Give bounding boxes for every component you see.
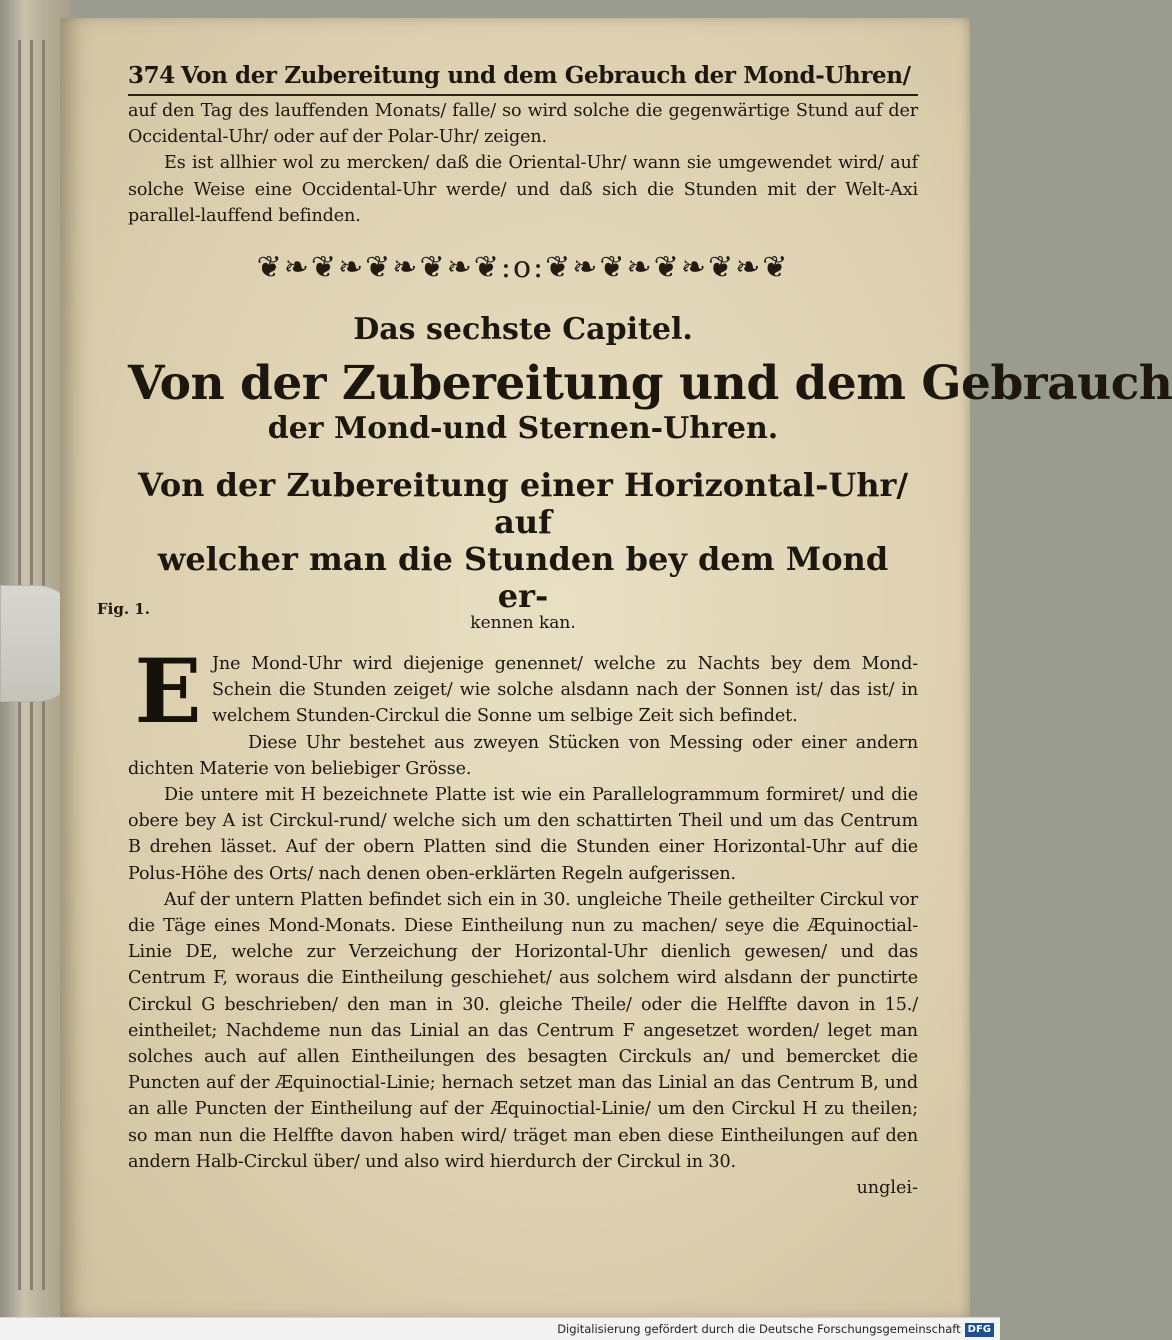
first-paragraph-text: Jne Mond-Uhr wird diejenige genennet/ welche zu Nachts bey dem Mond-Schein die Stunden zeiget/ wie solche alsdann nach der Sonnen ist/ das ist/ in welchem Stunden-Circkul die Sonne um selbige Zeit sich befindet.	[212, 654, 918, 727]
chapter-title-line2: der Mond-und Sternen-Uhren.	[267, 411, 779, 447]
digitization-footer	[0, 1317, 1000, 1340]
section-title-line2: welcher man die Stunden bey dem Mond er-	[157, 540, 889, 616]
drop-cap: E	[134, 639, 202, 744]
running-head-title: Von der Zubereitung und dem Gebrauch der Mond-Uhren/	[180, 62, 911, 89]
footer-credit: Digitalisierung gefördert durch die Deutsche Forschungsgemeinschaft	[557, 1322, 961, 1336]
section-title	[128, 467, 918, 615]
first-paragraph	[128, 639, 918, 744]
page-number: 374	[128, 62, 175, 89]
page-content	[128, 60, 1172, 1201]
paragraph: Es ist allhier wol zu mercken/ daß die Oriental-Uhr/ wann sie umgewendet wird/ auf solche Weise eine Occidental-Uhr werde/ und daß sich die Stunden mit der Welt-Axi parallel-lauffend befinden.	[128, 153, 918, 226]
continued-paragraph: auf den Tag des lauffenden Monats/ falle/ so wird solche die gegenwärtige Stund auf der Occidental-Uhr/ oder auf der Polar-Uhr/ zeigen.	[128, 101, 918, 148]
paragraph: Diese Uhr bestehet aus zweyen Stücken von Messing oder einer andern dichten Materie von beliebiger Grösse.	[128, 732, 918, 779]
dfg-logo: DFG	[965, 1323, 994, 1337]
section-title-line3: kennen kan.	[470, 613, 576, 634]
chapter-title: Von der Zubereitung und dem Gebrauch	[128, 356, 1172, 412]
ornamental-divider: ❦❧❦❧❦❧❦❧❦:o:❦❧❦❧❦❧❦❧❦	[256, 250, 790, 286]
chapter-number: Das sechste Capitel.	[353, 312, 693, 348]
paragraph: Die untere mit H bezeichnete Platte ist wie ein Parallelogrammum formiret/ und die obere bey A ist Circkul-rund/ welche sich um den schattirten Theil und um das Centrum B drehen lässet. Auf der obern Platten sind die Stunden einer Horizontal-Uhr auf die Polus-Höhe des Orts/ nach denen oben-erklärten Regeln aufgerissen.	[128, 785, 918, 884]
paragraph: Auf der untern Platten befindet sich ein in 30. ungleiche Theile getheilter Circkul vor die Täge eines Mond-Monats. Diese Eintheilung nun zu machen/ seye die Æquinoctial-Linie DE, welche zur Verzeichung der Horizontal-Uhr dienlich gewesen/ und das Centrum F, woraus die Eintheilung geschiehet/ aus solchem wird alsdann der punctirte Circkul G beschrieben/ den man in 30. gleiche Theile/ oder die Helffte davon in 15./ eintheilet; Nachdeme nun das Linial an das Centrum F angesetzet worden/ leget man solches auch auf allen Eintheilungen des besagten Circkuls an/ und bemercket die Puncten auf der Æquinoctial-Linie; hernach setzet man das Linial an das Centrum B, und an alle Puncten der Eintheilung auf der Æquinoctial-Linie/ um den Circkul H zu theilen; so man nun die Helffte davon haben wird/ träget man eben diese Eintheilungen auf den andern Halb-Circkul über/ und also wird hierdurch der Circkul in 30.	[128, 889, 918, 1172]
section-title-line1: Von der Zubereitung einer Horizontal-Uhr/ auf	[137, 466, 909, 542]
figure-label: Fig. 1.	[97, 600, 150, 618]
running-header	[128, 60, 918, 96]
catchword: unglei-	[856, 1178, 918, 1199]
